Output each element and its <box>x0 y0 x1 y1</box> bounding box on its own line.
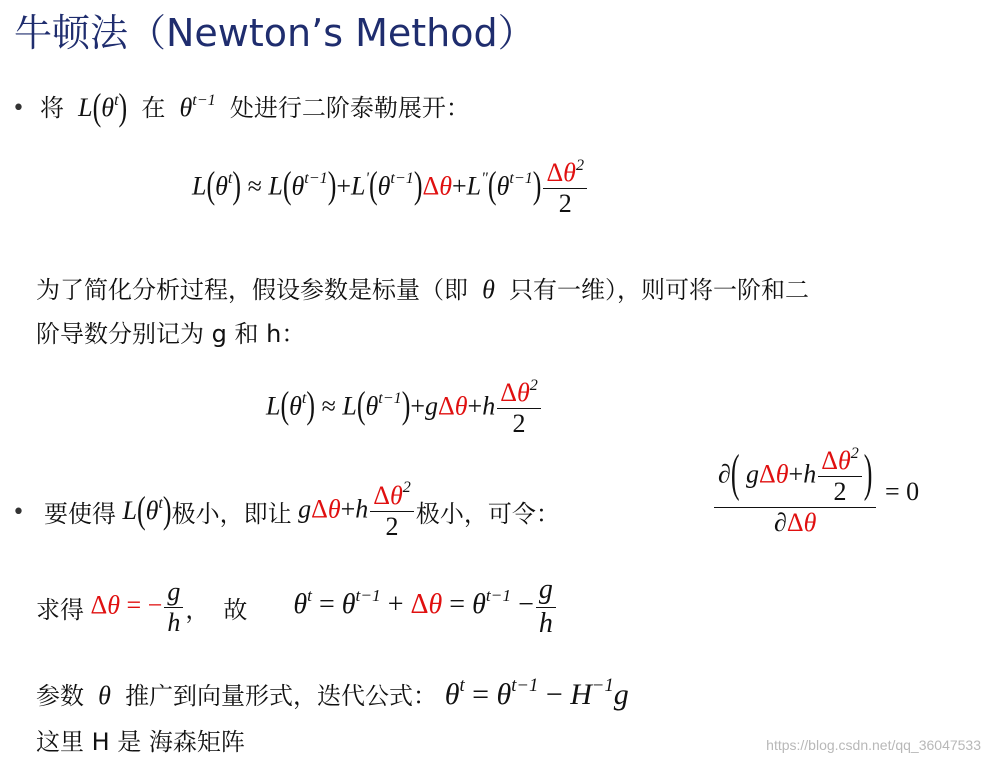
formula-theta-t-1: $\theta^{t-1}$ <box>173 91 216 122</box>
bullet-2-post: 极小，可令： <box>415 499 560 528</box>
simplification-line-2: 阶导数分别记为 g 和 h： <box>36 320 306 348</box>
bullet-1-text <box>40 86 470 129</box>
vector-pre: 参数 <box>36 682 84 710</box>
simplification-text-a: 为了简化分析过程，假设参数是标量（即 <box>36 276 468 304</box>
formula-theta: θ <box>91 681 118 710</box>
vector-form-line <box>36 676 629 712</box>
result-line <box>36 572 558 642</box>
formula-L-theta-t: $L(\theta^t)$ <box>116 489 172 532</box>
formula-taylor-expansion: $L(\theta^t) \approx L(\theta^{t-1})+L'(\theta^{t-1})\Delta\theta+L^"(\theta^{t-1})$ $\frac{\Delta\theta^2}{2}$ <box>192 158 589 219</box>
simplification-line-1 <box>36 270 809 305</box>
hessian-note: 这里 H 是 海森矩阵 <box>36 728 245 756</box>
formula-theta: θ <box>475 275 502 304</box>
formula-L-theta-t: $L(\theta^t)$ <box>71 86 128 129</box>
formula-vector-iteration: $\theta^t = \theta^{t-1} - H^{-1}g$ <box>444 675 629 711</box>
bullet-marker: • <box>12 500 25 525</box>
bullet-2-text <box>44 476 560 546</box>
bullet-1-pre: 将 <box>40 94 64 122</box>
watermark: https://blog.csdn.net/qq_36047533 <box>766 737 981 753</box>
bullet-1-post: 处进行二阶泰勒展开： <box>229 94 470 122</box>
result-gu: 故 <box>223 595 248 624</box>
bullet-2-mid: 极小，即让 <box>171 499 292 528</box>
formula-theta-update: $\theta^t = \theta^{t-1} + \Delta\theta = \theta^{t-1}$ − $\frac{g}{h}$ <box>293 574 558 639</box>
page-title: 牛顿法（Newton’s Method） <box>14 11 536 55</box>
formula-derivative-zero: ∂( gΔθ+h $\frac{\Delta\theta^2}{2}$ ) ∂Δθ = 0 <box>712 446 919 538</box>
result-comma: ， <box>185 595 210 624</box>
vector-post: 推广到向量形式，迭代公式： <box>125 682 438 710</box>
bullet-1-mid: 在 <box>141 94 166 122</box>
simplification-text-b: 只有一维），则可将一阶和二 <box>509 276 810 304</box>
formula-g-h-term: gΔθ+h $\frac{\Delta\theta^2}{2}$ <box>292 481 416 542</box>
bullet-marker: • <box>12 96 25 121</box>
formula-gh-expansion: $L(\theta^t) \approx L(\theta^{t-1})+g\Delta\theta+h$ $\frac{\Delta\theta^2}{2}$ <box>266 378 543 439</box>
bullet-2-pre: 要使得 <box>44 499 116 528</box>
result-pre: 求得 <box>36 595 84 624</box>
formula-delta-theta: Δθ = − $\frac{g}{h}$ <box>84 577 185 638</box>
